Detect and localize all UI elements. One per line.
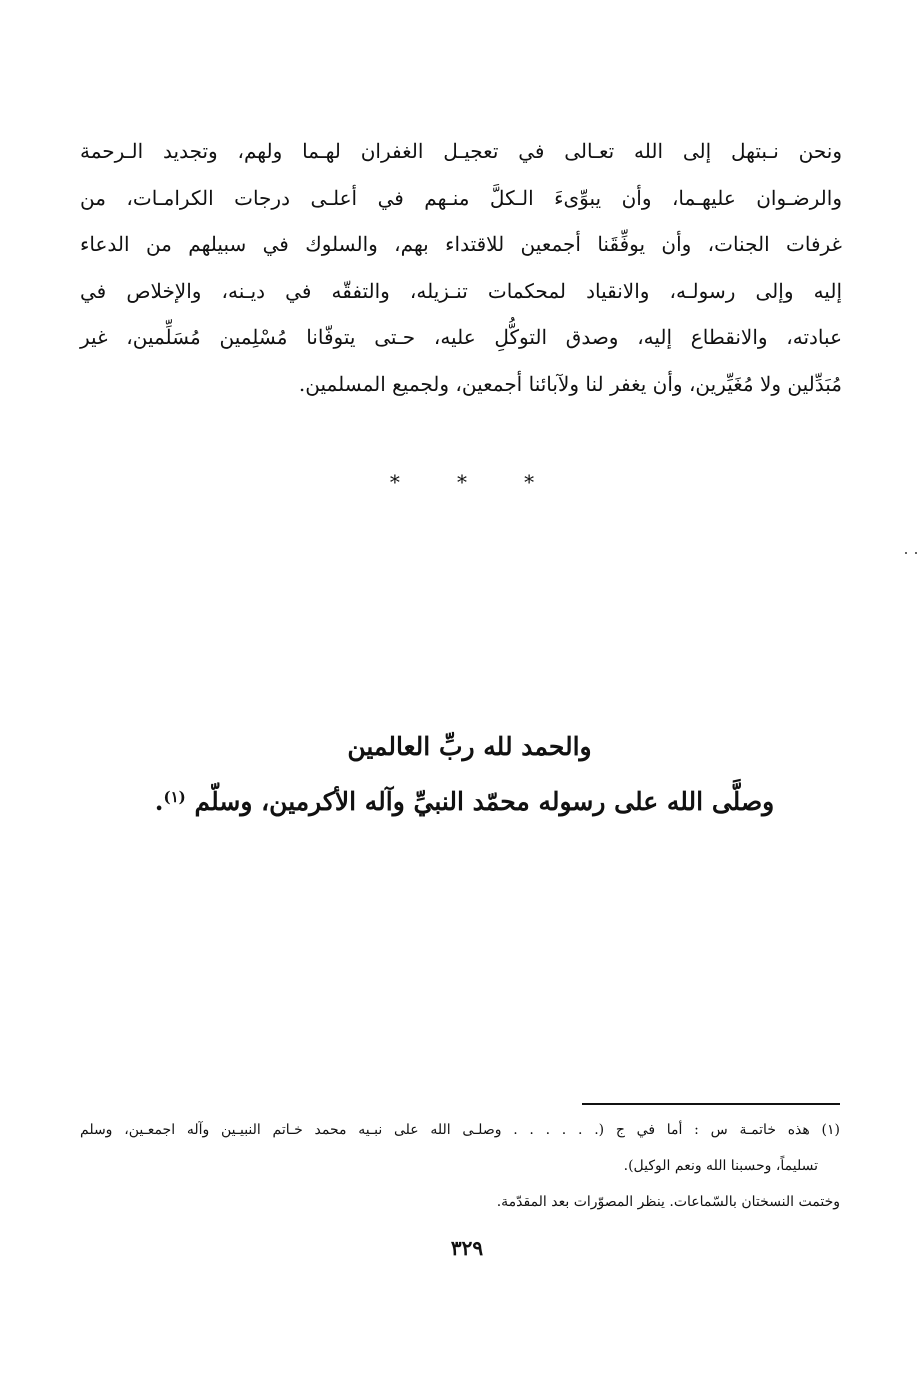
paragraph-line: والرضـوان عليهـما، وأن يبوِّىءَ الـكلَّ منـهم في أعلـى درجات الكرامـات، من xyxy=(80,185,842,210)
scan-speck xyxy=(905,552,907,554)
paragraph-line: ونحن نـبتهل إلى الله تعـالى في تعجيـل الغفران لهـما ولهم، وتجديد الـرحمة xyxy=(80,139,842,163)
footnote-line: (١) هذه خاتمـة س : أما في ج (. . . . . . وصلـى الله على نبـيه محمد خـاتم النبيـين وآله اجمعـين، وسلم xyxy=(80,1122,840,1138)
footnotes xyxy=(80,1112,840,1220)
closing-doxology xyxy=(0,722,924,827)
closing-line-blessing xyxy=(0,772,924,827)
footnote-line: وختمت النسختان بالسّماعات. ينظر المصوّرات بعد المقدّمة. xyxy=(496,1194,840,1210)
section-separator xyxy=(0,470,924,494)
paragraph-line: مُبَدِّلين ولا مُغَيِّرين، وأن يغفر لنا ولآبائنا أجمعين، ولجميع المسلمين. xyxy=(298,371,842,396)
paragraph-line: عبادته، والانقطاع إليه، وصدق التوكُّلِ عليه، حـتى يتوفّانا مُسْلِمين مُسَلِّمين، غير xyxy=(80,325,842,349)
main-paragraph xyxy=(80,128,842,407)
closing-line-praise: والحمد لله ربِّ العالمين xyxy=(347,732,592,761)
paragraph-line: غرفات الجنات، وأن يوفِّقَنا أجمعين للاقتداء بهم، والسلوك في سبيلهم من الدعاء xyxy=(80,232,842,256)
footnote-reference[interactable]: (١) xyxy=(163,788,186,806)
page-number: ٣٢٩ xyxy=(450,1236,484,1260)
paragraph-line: إليه وإلى رسولـه، والانقياد لمحكمات تنـزيله، والتفقّه في ديـنه، والإخلاص في xyxy=(80,278,842,303)
separator-star: * xyxy=(524,470,535,494)
separator-star: * xyxy=(457,470,467,494)
footnote-line: تسليماً، وحسبنا الله ونعم الوكيل). xyxy=(623,1158,818,1174)
separator-star: * xyxy=(389,470,400,494)
closing-blessing-text: وصلَّى الله على رسوله محمّد النبيِّ وآله الأكرمين، وسلّم xyxy=(194,787,775,816)
footnote-divider xyxy=(582,1103,840,1105)
closing-period: . xyxy=(154,787,164,816)
scan-speck xyxy=(915,552,917,554)
